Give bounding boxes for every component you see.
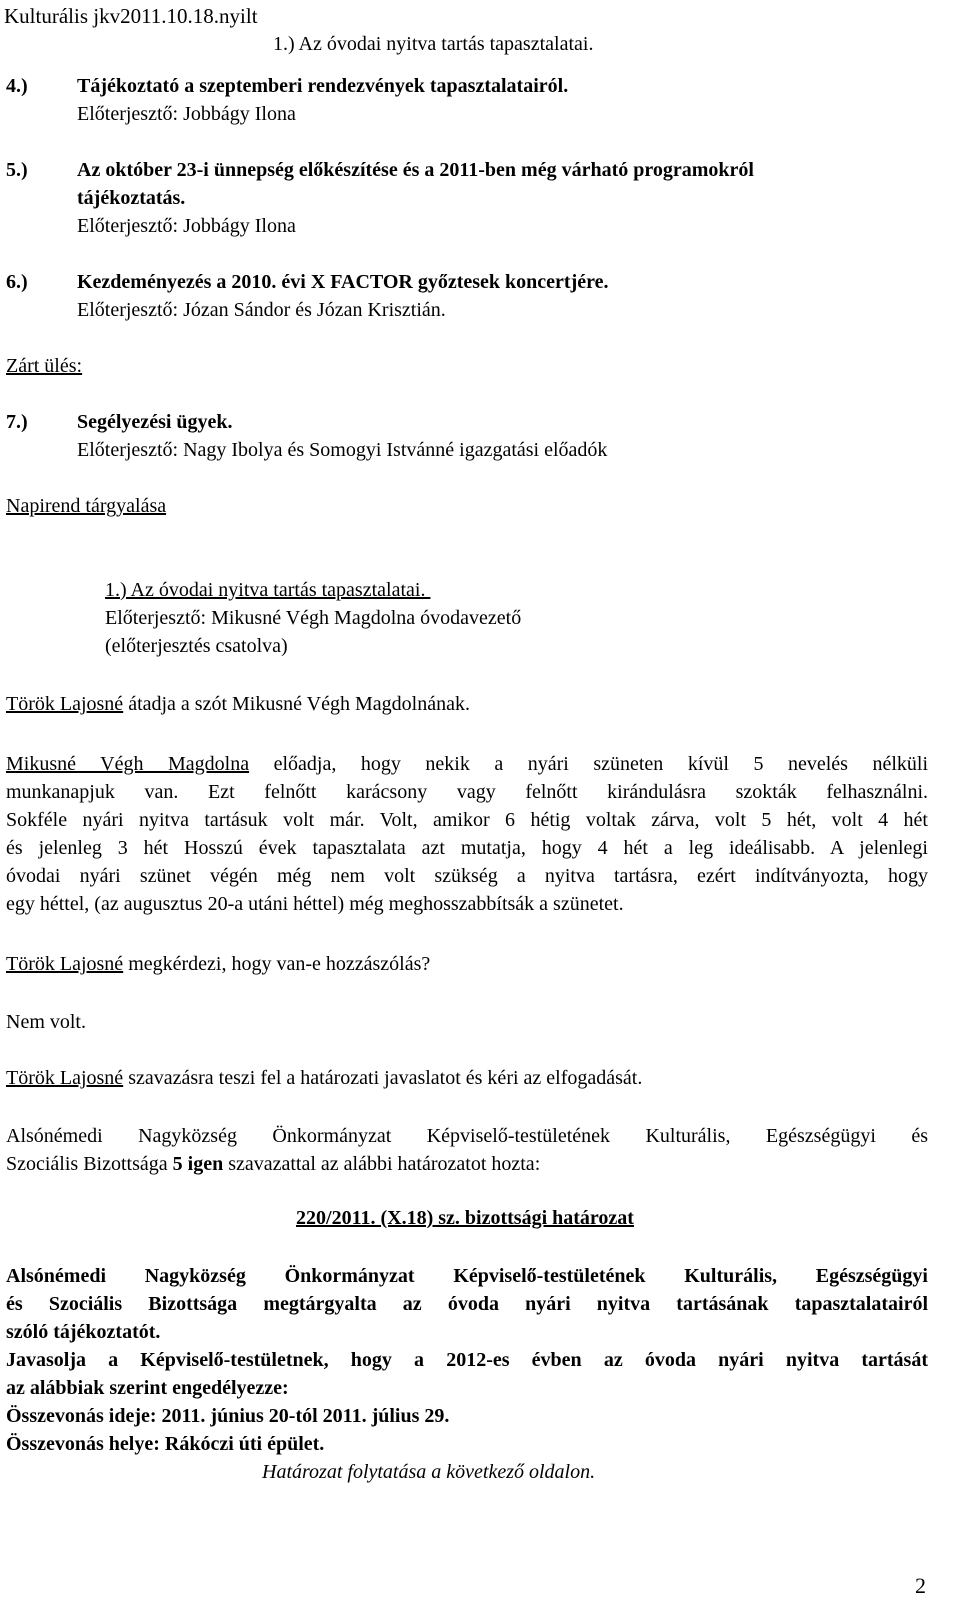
minutes-paragraph [6,1064,642,1092]
paragraph-text: megkérdezi, hogy van-e hozzászólás? [123,953,431,975]
resolution-line: Javasolja a Képviselő-testületnek, hogy a 2012-es évben az óvoda nyári nyitva tartását [6,1349,928,1371]
agenda-item-number: 7.) [6,411,28,433]
paragraph-text: előadja, hogy nekik a nyári szüneten kívül 5 nevelés nélküli [249,753,928,775]
paragraph-line: és jelenleg 3 hét Hosszú évek tapasztalata azt mutatja, hogy 4 hét a leg ideálisabb. A jelenlegi [6,837,928,859]
discussion-item-presenter: Előterjesztő: Mikusné Végh Magdolna óvodavezető [105,607,522,629]
minutes-paragraph-justified [6,750,928,918]
resolution-line: Alsónémedi Nagyközség Önkormányzat Képviselő-testületének Kulturális, Egészségügyi [6,1265,928,1287]
agenda-item-number: 5.) [6,159,28,181]
speaker-name: Török Lajosné [6,1067,124,1089]
paragraph-line: Alsónémedi Nagyközség Önkormányzat Képviselő-testületének Kulturális, Egészségügyi és [6,1125,928,1147]
agenda-item-presenter: Előterjesztő: Jobbágy Ilona [77,103,296,125]
agenda-discussion-heading: Napirend tárgyalása [6,495,167,517]
minutes-paragraph: Nem volt. [6,1011,86,1033]
page-number: 2 [915,1573,926,1598]
paragraph-line: munkanapjuk van. Ezt felnőtt karácsony vagy felnőtt kirándulásra szokták felhasználni. [6,781,928,803]
speaker-name: Mikusné Végh Magdolna [6,753,250,775]
agenda-item-title-continued: tájékoztatás. [77,187,186,209]
resolution-body [6,1262,928,1458]
minutes-paragraph [6,690,470,718]
agenda-item-presenter: Előterjesztő: Nagy Ibolya és Somogyi Istvánné igazgatási előadók [77,439,608,461]
resolution-number: 220/2011. (X.18) sz. bizottsági határozat [296,1207,634,1229]
continued-note: Határozat folytatása a következő oldalon. [262,1461,596,1483]
agenda-item-presenter: Előterjesztő: Jobbágy Ilona [77,215,296,237]
agenda-item-presenter: Előterjesztő: Józan Sándor és Józan Krisztián. [77,299,446,321]
paragraph-line: Sokféle nyári nyitva tartásuk volt már. Volt, amikor 6 hétig voltak zárva, volt 5 hét, volt 4 hét [6,809,928,831]
vote-count: 5 igen [172,1153,224,1175]
agenda-item-title: Segélyezési ügyek. [77,411,233,433]
merge-date: Összevonás ideje: 2011. június 20-tól 2011. július 29. [6,1405,450,1427]
resolution-line: szóló tájékoztatót. [6,1321,161,1343]
discussion-item-attachment: (előterjesztés csatolva) [105,635,288,657]
paragraph-line: óvodai nyári szünet végén még nem volt szükség a nyitva tartásra, ezért indítványozta, hogy [6,865,928,887]
resolution-line: az alábbiak szerint engedélyezze: [6,1377,289,1399]
paragraph-text: Szociális Bizottsága [6,1153,173,1175]
minutes-paragraph [6,950,430,978]
paragraph-text: szavazattal az alábbi határozatot hozta: [223,1153,541,1175]
speaker-name: Török Lajosné [6,693,124,715]
paragraph-text: átadja a szót Mikusné Végh Magdolnának. [123,693,470,715]
repeated-item-title: 1.) Az óvodai nyitva tartás tapasztalatai. [273,33,594,55]
agenda-item-number: 4.) [6,75,28,97]
agenda-item-number: 6.) [6,271,28,293]
committee-decision-paragraph [6,1122,928,1178]
merge-place: Összevonás helye: Rákóczi úti épület. [6,1433,325,1455]
paragraph-line: egy héttel, (az augusztus 20-a utáni héttel) még meghosszabbítsák a szünetet. [6,893,624,915]
agenda-item-title: Tájékoztató a szeptemberi rendezvények tapasztalatairól. [77,75,569,97]
document-title: Kulturális jkv2011.10.18.nyilt [4,4,258,28]
agenda-item-title: Az október 23-i ünnepség előkészítése és a 2011-ben még várható programokról [77,159,754,181]
discussion-item-title: 1.) Az óvodai nyitva tartás tapasztalatai. [105,579,431,601]
agenda-item-title: Kezdeményezés a 2010. évi X FACTOR győztesek koncertjére. [77,271,609,293]
speaker-name: Török Lajosné [6,953,124,975]
paragraph-text: szavazásra teszi fel a határozati javaslatot és kéri az elfogadását. [123,1067,643,1089]
closed-session-heading: Zárt ülés: [6,355,83,377]
resolution-line: és Szociális Bizottsága megtárgyalta az óvoda nyári nyitva tartásának tapasztalatairól [6,1293,928,1315]
